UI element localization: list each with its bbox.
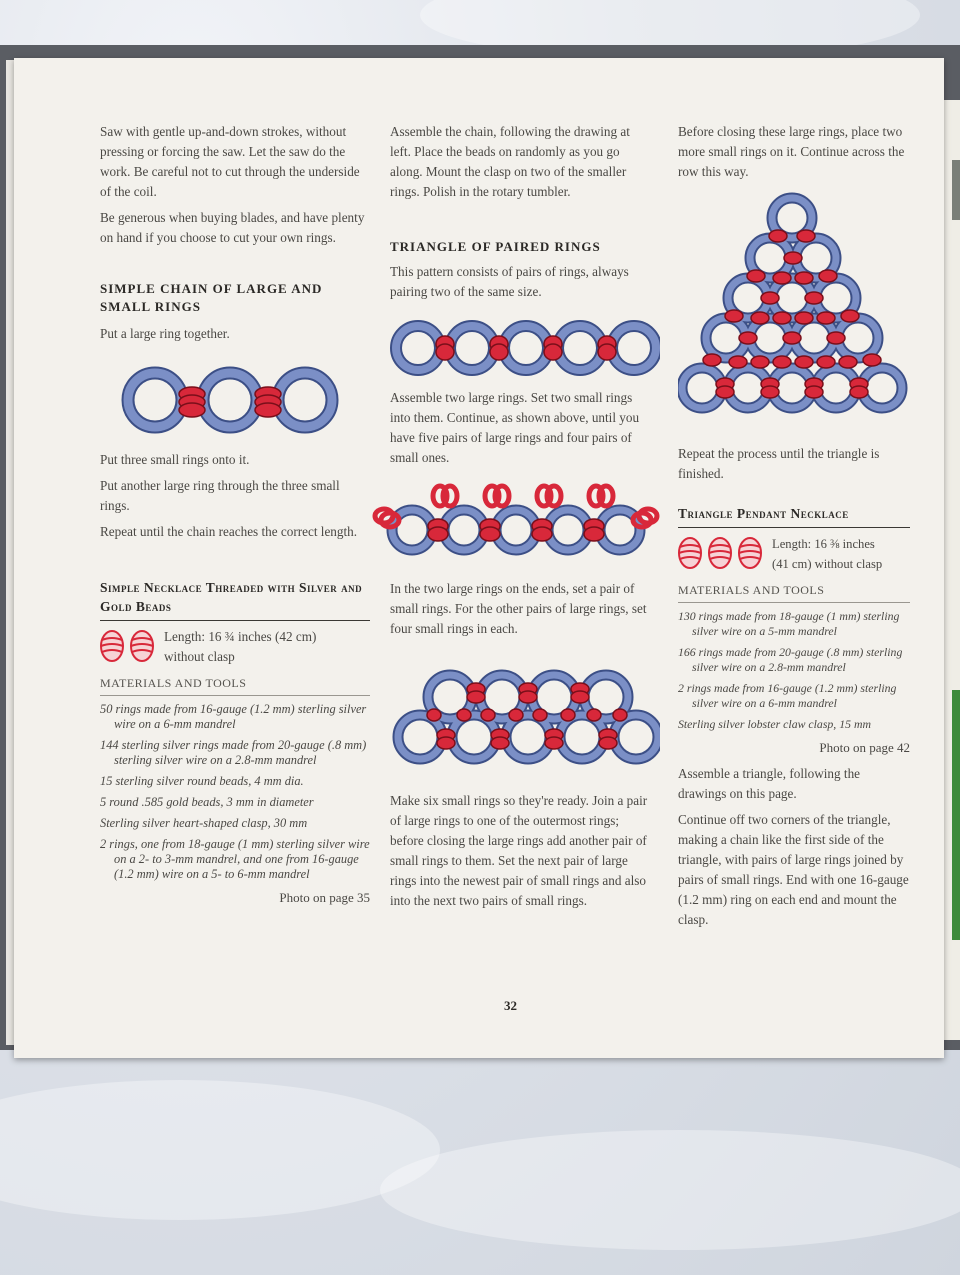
paired-rings-chain-diagram	[390, 308, 652, 388]
step-text: In the two large rings on the ends, set a pair of small rings. For the other pairs of large rings, set four small rings in each.	[390, 581, 647, 636]
material-item: 15 sterling silver round beads, 4 mm dia.	[100, 774, 304, 788]
section-heading: TRIANGLE OF PAIRED RINGS	[390, 239, 601, 254]
paired-rings-with-small-rings-diagram	[370, 474, 652, 569]
materials-label: MATERIALS AND TOOLS	[100, 676, 247, 690]
length-row	[678, 534, 910, 574]
material-item: 2 rings, one from 18-gauge (1 mm) sterling silver wire on a 2- to 3-mm mandrel, and one from 16-gauge (1.2 mm) wire on a 5- to 6-mm mandrel	[100, 837, 370, 881]
section-heading: SIMPLE CHAIN OF LARGE AND SMALL RINGS	[100, 281, 323, 314]
step-text: Put three small rings onto it.	[100, 452, 250, 467]
photo-reference: Photo on page 42	[819, 740, 910, 755]
section-intro: This pattern consists of pairs of rings, always pairing two of the same size.	[390, 264, 629, 299]
facing-page-photo	[952, 160, 960, 220]
cloth-fold	[380, 1130, 960, 1250]
material-item: 5 round .585 gold beads, 3 mm in diameter	[100, 795, 314, 809]
heading-rule	[678, 527, 910, 528]
length-text: Length: 16 ¾ inches (42 cm) without clasp	[164, 629, 317, 664]
column-2	[390, 122, 652, 917]
facing-page-photo	[952, 690, 960, 940]
photo-reference: Photo on page 35	[279, 890, 370, 905]
intro-paragraph: Be generous when buying blades, and have plenty on hand if you choose to cut your own rings.	[100, 210, 365, 245]
step-text: Assemble two large rings. Set two small rings into them. Continue, as shown above, until you have five pairs of large rings and four pairs of small ones.	[390, 390, 640, 465]
step-text: Repeat until the chain reaches the correct length.	[100, 524, 358, 539]
step-text: Assemble a triangle, following the drawings on this page.	[678, 766, 861, 801]
step-text: Make six small rings so they're ready. Join a pair of large rings to one of the outermost rings; before closing the large rings add another pair of small rings to them. Set the next pair of large rings into the newest pair of small rings and also into the next two pairs of small rings.	[390, 793, 648, 908]
triangle-diagram	[678, 188, 910, 438]
intro-paragraph: Assemble the chain, following the drawing at left. Place the beads on randomly as you go along. Mount the clasp on two of the smaller rings. Polish in the rotary tumbler.	[390, 124, 630, 199]
materials-label: MATERIALS AND TOOLS	[678, 583, 825, 597]
intro-paragraph: Before closing these large rings, place two more small rings on it. Continue across the row this way.	[678, 124, 905, 179]
length-text: Length: 16 ⅜ inches (41 cm) without clasp	[772, 537, 883, 571]
bead-icon	[678, 536, 702, 570]
bead-icon	[738, 536, 762, 570]
material-item: 130 rings made from 18-gauge (1 mm) sterling silver wire on a 5-mm mandrel	[678, 609, 900, 638]
materials-rule	[100, 695, 370, 696]
material-item: 50 rings made from 16-gauge (1.2 mm) sterling silver wire on a 6-mm mandrel	[100, 702, 367, 731]
section-heading: Triangle Pendant Necklace	[678, 506, 849, 521]
material-item: Sterling silver lobster claw clasp, 15 mm	[678, 717, 871, 731]
column-1	[100, 122, 370, 908]
intro-paragraph: Saw with gentle up-and-down strokes, without pressing or forcing the saw. Let the saw do the work. Be careful not to cut through the underside of the coil.	[100, 124, 360, 199]
section-heading: Simple Necklace Threaded with Silver and Gold Beads	[100, 580, 363, 614]
bead-icon	[708, 536, 732, 570]
length-row	[100, 627, 370, 667]
column-3	[678, 122, 910, 936]
step-text: Put another large ring through the three small rings.	[100, 478, 340, 513]
bead-icons	[678, 534, 762, 570]
page-number: 32	[504, 998, 517, 1013]
step-text: Continue off two corners of the triangle, making a chain like the first side of the triangle, with pairs of large rings joined by pairs of small rings. End with one 16-gauge (1.2 mm) ring on each end and mount the clasp.	[678, 812, 909, 927]
material-item: 144 sterling silver rings made from 20-gauge (.8 mm) sterling silver wire on a 2.8-mm mandrel	[100, 738, 367, 767]
partial-triangle-diagram	[390, 663, 652, 773]
material-item: Sterling silver heart-shaped clasp, 30 mm	[100, 816, 308, 830]
bead-icon	[100, 629, 124, 663]
bead-icons	[100, 627, 154, 663]
step-text: Put a large ring together.	[100, 326, 230, 341]
material-item: 166 rings made from 20-gauge (.8 mm) sterling silver wire on a 2.8-mm mandrel	[678, 645, 903, 674]
material-item: 2 rings made from 16-gauge (1.2 mm) sterling silver wire on a 6-mm mandrel	[678, 681, 897, 710]
book-page	[14, 58, 944, 1058]
heading-rule	[100, 620, 370, 621]
bead-icon	[130, 629, 154, 663]
simple-chain-diagram	[100, 350, 370, 450]
materials-rule	[678, 602, 910, 603]
step-text: Repeat the process until the triangle is finished.	[678, 446, 880, 481]
